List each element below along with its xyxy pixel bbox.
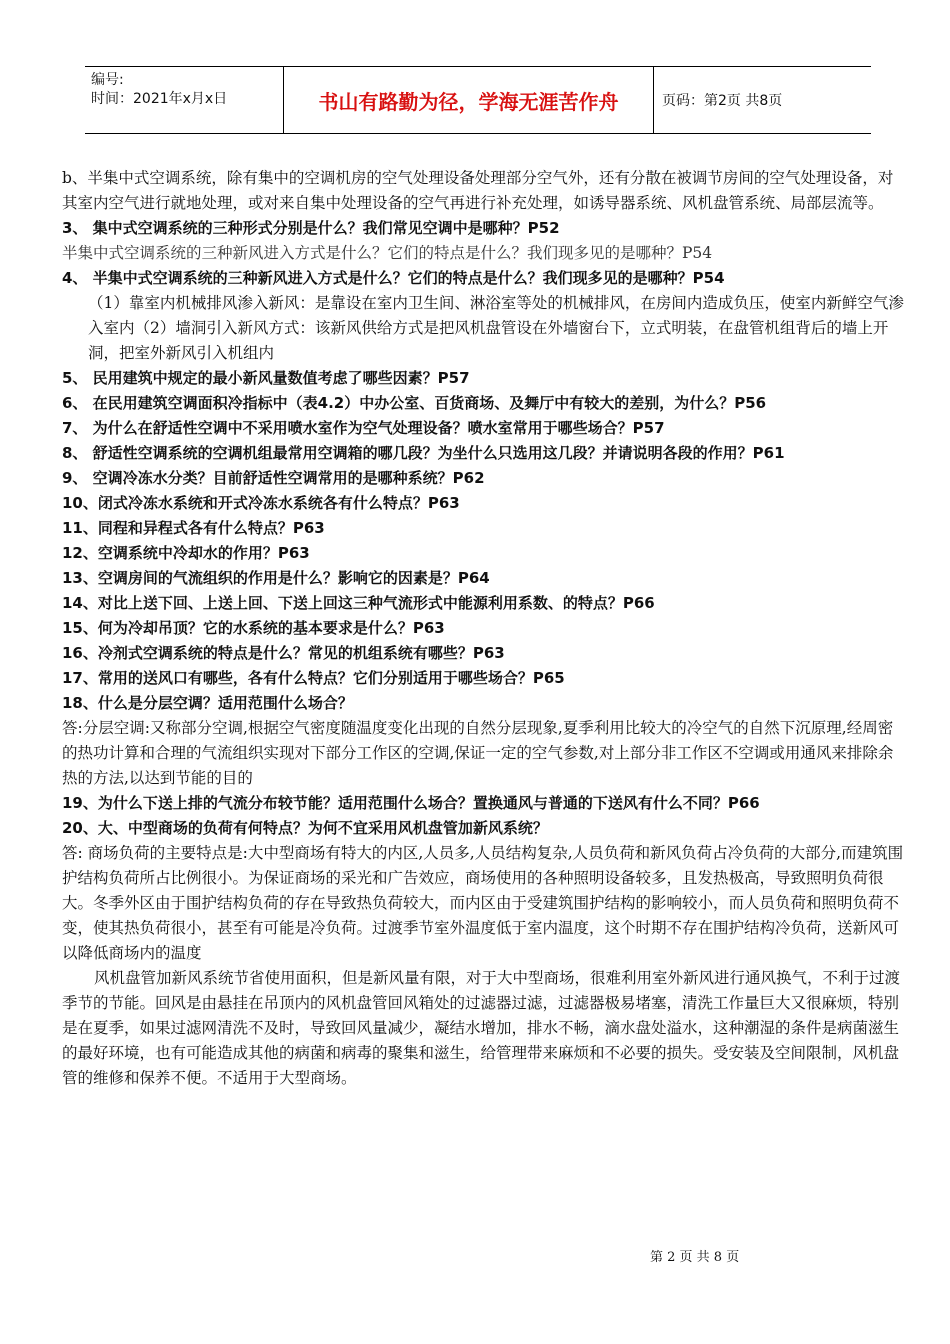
header-page-info: 页码：第2页 共8页 [662,93,783,109]
paragraph-b: b、半集中式空调系统，除有集中的空调机房的空气处理设备处理部分空气外，还有分散在被调节房间的空气处理设备，对其室内空气进行就地处理，或对来自集中处理设备的空气再进行补充处理，如诱导器系统、风机盘管系统、局部层流等。 [62,169,894,212]
question-8: 8、 舒适性空调系统的空调机组最常用空调箱的哪几段？为坐什么只选用这几段？并请说明各段的作用？P61 [62,444,785,462]
question-18: 18、什么是分层空调？适用范围什么场合？ [62,694,353,712]
question-4: 4、 半集中式空调系统的三种新风进入方式是什么？它们的特点是什么？我们现多见的是哪种？P54 [62,269,725,287]
page-header [85,66,871,134]
question-16: 16、冷剂式空调系统的特点是什么？常见的机组系统有哪些？P63 [62,644,505,662]
question-14: 14、对比上送下回、上送上回、下送上回这三种气流形式中能源利用系数、的特点？P66 [62,594,655,612]
question-3: 3、 集中式空调系统的三种形式分别是什么？我们常见空调中是哪种？P52 [62,219,560,237]
question-7: 7、 为什么在舒适性空调中不采用喷水室作为空气处理设备？喷水室常用于哪些场合？P57 [62,419,665,437]
header-motto: 书山有路勤为径，学海无涯苦作舟 [284,67,654,133]
question-20: 20、大、中型商场的负荷有何特点？为何不宜采用风机盘管加新风系统？ [62,819,548,837]
answer-4: （1）靠室内机械排风渗入新风：是靠设在室内卫生间、淋浴室等处的机械排风，在房间内造成负压，使室内新鲜空气渗入室内（2）墙洞引入新风方式：该新风供给方式是把风机盘管设在外墙窗台下，立式明装，在盘管机组背后的墙上开洞，把室外新风引入机组内 [88,294,904,362]
question-19: 19、为什么下送上排的气流分布较节能？适用范围什么场合？置换通风与普通的下送风有什么不同？P66 [62,794,760,812]
question-13: 13、空调房间的气流组织的作用是什么？影响它的因素是？P64 [62,569,490,587]
number-label: 编号: [91,72,124,88]
question-5: 5、 民用建筑中规定的最小新风量数值考虑了哪些因素？P57 [62,369,470,387]
answer-20-part2: 风机盘管加新风系统节省使用面积，但是新风量有限，对于大中型商场，很难利用室外新风进行通风换气，不利于过渡季节的节能。回风是由悬挂在吊顶内的风机盘管回风箱处的过滤器过滤，过滤器极易堵塞，清洗工作量巨大又很麻烦，特别是在夏季，如果过滤网清洗不及时，导致回风量减少，凝结水增加，排水不畅，滴水盘处溢水，这种潮湿的条件是病菌滋生的最好环境，也有可能造成其他的病菌和病毒的聚集和滋生，给管理带来麻烦和不必要的损失。受安装及空间限制，风机盘管的维修和保养不便。不适用于大型商场。 [62,969,901,1087]
question-9: 9、 空调冷冻水分类？目前舒适性空调常用的是哪种系统？P62 [62,469,485,487]
question-17: 17、常用的送风口有哪些，各有什么特点？它们分别适用于哪些场合？P65 [62,669,565,687]
question-10: 10、闭式冷冻水系统和开式冷冻水系统各有什么特点？P63 [62,494,460,512]
answer-18: 答:分层空调:又称部分空调,根据空气密度随温度变化出现的自然分层现象,夏季利用比较大的冷空气的自然下沉原理,经周密的热功计算和合理的气流组织实现对下部分工作区的空调,保证一定的空气参数,对上部分非工作区不空调或用通风来排除余热的方法,以达到节能的目的 [62,719,894,787]
question-6: 6、 在民用建筑空调面积冷指标中（表4.2）中办公室、百货商场、及舞厅中有较大的差别，为什么？P56 [62,394,767,412]
date-label: 时间：2021年x月x日 [91,91,228,107]
header-meta [85,67,284,133]
question-15: 15、何为冷却吊顶？它的水系统的基本要求是什么？P63 [62,619,445,637]
question-12: 12、空调系统中冷却水的作用？P63 [62,544,310,562]
question-11: 11、同程和异程式各有什么特点？P63 [62,519,325,537]
page-footer: 第 2 页 共 8 页 [650,1250,740,1265]
answer-20-part1: 答: 商场负荷的主要特点是:大中型商场有特大的内区,人员多,人员结构复杂,人员负荷和新风负荷占冷负荷的大部分,而建筑围护结构负荷所占比例很小。为保证商场的采光和广告效应，商场使用的各种照明设备较多，且发热极高，导致照明负荷很大。冬季外区由于围护结构负荷的存在导致热负荷较大，而内区由于受建筑围护结构的影响较小，而人员负荷和照明负荷不变，使其热负荷很小，甚至有可能是冷负荷。过渡季节室外温度低于室内温度，这个时期不存在围护结构冷负荷，送新风可以降低商场内的温度 [62,844,904,962]
question-3-note: 半集中式空调系统的三种新风进入方式是什么？它们的特点是什么？我们现多见的是哪种？P54 [62,244,713,262]
document-body [62,166,904,1091]
